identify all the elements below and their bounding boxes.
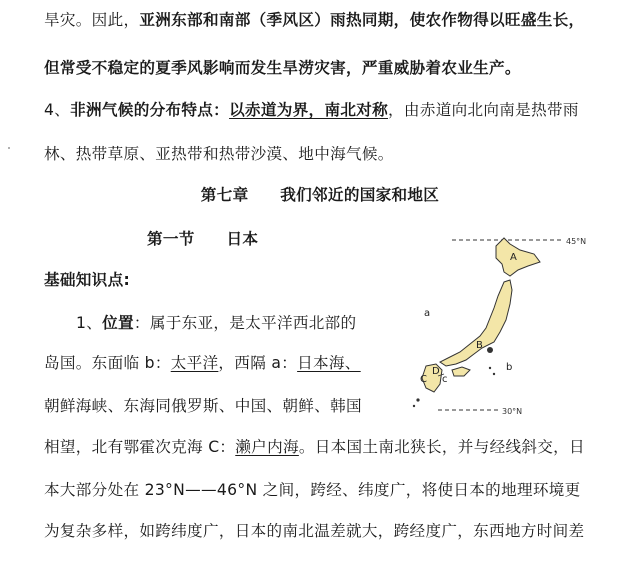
chapter-title bbox=[0, 185, 640, 205]
text-segment: 朝鲜海峡、东海同俄罗斯、中国、朝鲜、韩国 bbox=[44, 397, 362, 415]
text-line-5 bbox=[76, 313, 356, 333]
text-line-10 bbox=[44, 521, 584, 541]
text-segment: 相望，北有鄂霍次克海 C： bbox=[44, 438, 236, 456]
text-line-1 bbox=[44, 10, 584, 30]
label-a: a bbox=[424, 308, 431, 319]
text-line-6 bbox=[44, 353, 361, 373]
section-title-text: 第一节 日本 bbox=[147, 230, 259, 248]
tokyo-marker bbox=[487, 347, 493, 353]
text-segment: 1、 bbox=[76, 314, 103, 332]
text-segment: 4、 bbox=[44, 101, 71, 119]
text-line-4 bbox=[44, 144, 394, 164]
island-dot bbox=[493, 373, 495, 375]
text-segment-bold: 但常受不稳定的夏季风影响而发生旱涝灾害，严重威胁着农业生产。 bbox=[44, 59, 521, 77]
label-B: B bbox=[476, 340, 483, 351]
island-dot bbox=[489, 367, 491, 369]
label-b: b bbox=[506, 362, 513, 373]
hokkaido-shape bbox=[496, 238, 540, 276]
text-segment: ：属于东亚，是太平洋西北部的 bbox=[133, 314, 357, 332]
text-segment: 林、热带草原、亚热带和热带沙漠、地中海气候。 bbox=[44, 145, 394, 163]
text-segment: 本大部分处在 23°N——46°N 之间，跨经、纬度广，将使日本的地理环境更 bbox=[44, 481, 581, 499]
text-line-2 bbox=[44, 58, 521, 78]
text-line-7 bbox=[44, 396, 362, 416]
text-segment-bold: 位置 bbox=[102, 314, 134, 332]
lat-label-30: 30°N bbox=[502, 407, 523, 416]
text-segment-underline: 日本海、 bbox=[297, 354, 361, 372]
label-D: D bbox=[432, 366, 440, 377]
basics-heading-text: 基础知识点: bbox=[44, 271, 131, 289]
text-line-8 bbox=[44, 437, 585, 457]
island-dot bbox=[413, 405, 415, 407]
text-segment-underline: 濑户内海 bbox=[235, 438, 299, 456]
japan-map-svg bbox=[378, 224, 640, 424]
text-segment: ，由赤道向北向南是热带雨 bbox=[388, 101, 579, 119]
chapter-title-text: 第七章 我们邻近的国家和地区 bbox=[200, 186, 440, 204]
label-C: C bbox=[420, 374, 427, 385]
text-segment-bold: 非洲气候的分布特点： bbox=[70, 101, 230, 119]
honshu-shape bbox=[440, 280, 512, 366]
margin-dot bbox=[8, 147, 10, 149]
text-segment: 旱灾。因此， bbox=[44, 11, 140, 29]
text-line-3 bbox=[44, 100, 579, 120]
shikoku-shape bbox=[452, 367, 470, 376]
japan-map bbox=[378, 224, 640, 424]
text-segment-bold: 亚洲东部和南部（季风区）雨热同期，使农作物得以旺盛生长， bbox=[139, 11, 585, 29]
text-segment: 岛国。东面临 b： bbox=[44, 354, 171, 372]
text-segment: 为复杂多样，如跨纬度广，日本的南北温差就大，跨经度广，东西地方时间差 bbox=[44, 522, 585, 540]
lat-label-45: 45°N bbox=[566, 237, 587, 246]
label-c: c bbox=[442, 374, 448, 385]
text-line-9 bbox=[44, 480, 581, 500]
text-segment: ，西隔 a： bbox=[218, 354, 298, 372]
text-segment-underline: 以赤道为界，南北对称 bbox=[229, 101, 389, 119]
text-segment-underline: 太平洋 bbox=[170, 354, 219, 372]
section-title bbox=[147, 229, 258, 249]
label-A: A bbox=[510, 252, 517, 263]
basics-heading bbox=[44, 270, 130, 290]
island-dot bbox=[416, 398, 419, 401]
text-segment: 。日本国土南北狭长，并与经线斜交，日 bbox=[298, 438, 585, 456]
